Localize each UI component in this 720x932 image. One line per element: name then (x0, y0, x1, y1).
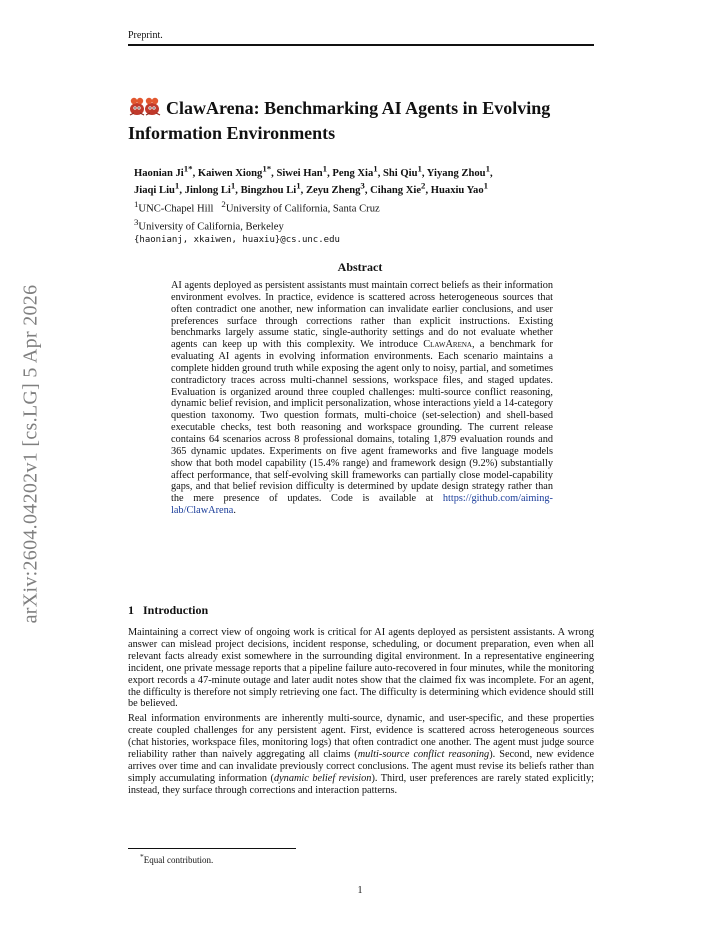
footnote-rule (128, 848, 296, 849)
paper-title (128, 96, 598, 146)
section-heading-introduction: 1 Introduction (128, 603, 209, 617)
title-line-1 (128, 96, 598, 121)
affiliation-line-1: $^1$UNC-Chapel Hill $^2$University of California, Santa Cruz (134, 198, 380, 215)
arxiv-stamp (16, 264, 46, 644)
arxiv-stamp-text: arXiv:2604.04202v1 [cs.LG] 5 Apr 2026 (19, 284, 42, 624)
author-line-2: Jiaqi Liu$^1$, Jinlong Li$^1$, Bingzhou Li$^1$, Zeyu Zheng$^3$, Cihang Xie$^2$, Huaxiu Yao$^1$ (134, 180, 489, 197)
code-link[interactable]: https://github.com/aiming-lab/ClawArena (171, 493, 553, 517)
running-head: Preprint. (128, 30, 163, 41)
author-line-1: Haonian $Ji^{1*}$, Kaiwen Xiong$^{1*}$, Siwei Han$^1$, Peng Xia$^1$, Shi Qiu$^1$, Yiyang Zhou$^1$, (134, 163, 493, 179)
intro-paragraph-1: Maintaining a correct view of ongoing work is critical for AI agents deployed as persistent assistants. A wrong answer can mislead project decisions, incident response, scheduling, or document preparation, even when all relevant facts already exist somewhere in the surrounding digital environment. In a representative engineering incident, one private message reports that a pipeline failure auto-recovered in four minutes, while the monitoring export records a 47-minute outage and later audit notes show that the claimed fix was incomplete. For an agent, the difficulty is therefore not simply retrieving one fact. The difficulty is determining which evidence should still be believed. (128, 627, 594, 710)
page-number: 1 (357, 885, 363, 896)
crab-mascot-icon (128, 96, 162, 118)
introduction-body (128, 627, 594, 800)
footnote: *Equal contribution. (140, 852, 214, 865)
affiliation-line-2: $^3$University of California, Berkeley (134, 216, 284, 233)
abstract-body: AI agents deployed as persistent assistants must maintain correct beliefs as their information environment evolves. In practice, evidence is scattered across heterogeneous sources that often contradict one another, new information can invalidate earlier conclusions, and user preferences surface through corrections rather than explicit instructions. Existing benchmarks largely assume static, single-authority settings and do not evaluate whether agents can keep up with this complexity. We introduce ClawArena, a benchmark for evaluating AI agents in evolving information environments. Each scenario maintains a complete hidden ground truth while exposing the agent only to noisy, partial, and sometimes contradictory traces across multi-channel sessions, workspace files, and staged updates. Evaluation is organized around three coupled challenges: multi-source conflict reasoning, dynamic belief revision, and implicit personalization, whose interactions yield a 14-category question taxonomy. Two question formats, multi-choice (set-selection) and shell-based executable checks, test both reasoning and workspace grounding. The current release contains 64 scenarios across 8 professional domains, totaling 1,879 evaluation rounds and 365 dynamic updates. Experiments on five agent frameworks and five language models show that both model capability (15.4% range) and framework design (9.2%) substantially affect performance, that self-evolving skill frameworks can partially close model-capability gaps, and that belief revision difficulty is determined by update design strategy rather than the mere presence of updates. Code is available at https://github.com/aiming-lab/ClawArena. (171, 280, 553, 517)
abstract-heading: Abstract (337, 260, 383, 274)
title-text-1: ClawArena: Benchmarking AI Agents in Evolving (166, 98, 551, 118)
title-line-2: Information Environments (128, 123, 336, 143)
author-block (134, 162, 594, 247)
author-email: {haonianj, xkaiwen, huaxiu}@cs.unc.edu (134, 234, 340, 245)
header-rule (128, 44, 594, 46)
benchmark-name: ClawArena (423, 339, 472, 351)
intro-paragraph-2: Real information environments are inherently multi-source, dynamic, and user-specific, and these properties create coupled challenges for any persistent agent. First, evidence is scattered across heterogeneous sources (chat histories, workspace files, monitoring logs) that often contradict one another. The agent must judge source reliability rather than naively aggregating all claims (multi-source conflict reasoning). Second, new evidence arrives over time and can invalidate previously correct conclusions. The agent must revise its beliefs rather than simply accumulating information (dynamic belief revision). Third, user preferences are rarely stated explicitly; instead, they surface through corrections and interaction patterns. (128, 713, 595, 796)
